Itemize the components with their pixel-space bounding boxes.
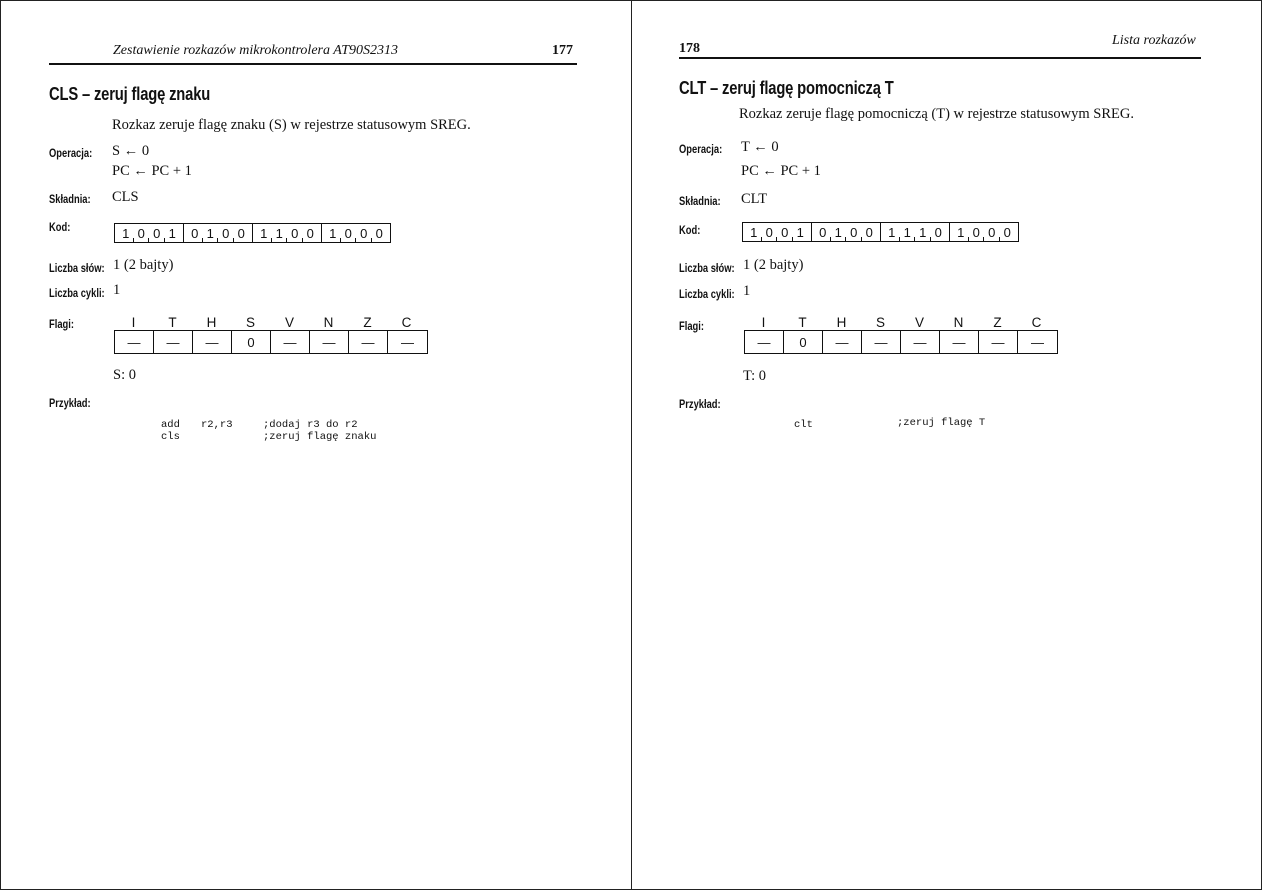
flag-name: S bbox=[875, 315, 885, 330]
example-label: Przykład: bbox=[679, 397, 721, 411]
flags-table bbox=[114, 330, 428, 354]
code-label: Kod: bbox=[49, 220, 71, 234]
words-value: 1 (2 bajty) bbox=[113, 257, 174, 273]
opcode-bit: 0 bbox=[969, 223, 985, 241]
opcode-bit: 1 bbox=[325, 224, 341, 242]
opcode-bit: 0 bbox=[815, 223, 831, 241]
opcode-bit: 0 bbox=[865, 225, 873, 240]
flag-name: S bbox=[245, 315, 255, 330]
running-title: Zestawienie rozkazów mikrokontrolera AT90S2313 bbox=[113, 43, 399, 58]
running-title: Lista rozkazów bbox=[1112, 33, 1196, 48]
opcode-bit: 1 bbox=[272, 224, 288, 242]
opcode-nibble bbox=[950, 223, 1018, 241]
flag-value: — bbox=[115, 331, 154, 353]
syntax-value: CLS bbox=[112, 189, 139, 205]
opcode-bit: 0 bbox=[777, 223, 793, 241]
flags-label: Flagi: bbox=[679, 319, 704, 333]
instruction-heading: CLT – zeruj flagę pomocniczą T bbox=[679, 78, 894, 98]
opcode-bit: 0 bbox=[237, 226, 245, 241]
opcode-nibble bbox=[881, 223, 950, 241]
flag-value: — bbox=[193, 331, 232, 353]
cycles-value: 1 bbox=[113, 282, 121, 298]
opcode-bit: 0 bbox=[934, 225, 942, 240]
operation-label: Operacja: bbox=[679, 142, 723, 156]
opcode-bit: 0 bbox=[762, 223, 778, 241]
opcode-bit: 0 bbox=[1003, 225, 1011, 240]
instruction-heading: CLS – zeruj flagę znaku bbox=[49, 84, 211, 104]
opcode-bit: 1 bbox=[118, 224, 134, 242]
words-value: 1 (2 bajty) bbox=[743, 257, 804, 273]
flag-name: H bbox=[836, 315, 847, 330]
opcode-bit: 1 bbox=[168, 226, 176, 241]
opcode-nibble bbox=[184, 224, 253, 242]
example-label: Przykład: bbox=[49, 396, 91, 410]
syntax-label: Składnia: bbox=[679, 194, 721, 208]
left-page bbox=[0, 0, 632, 890]
opcode-bit: 0 bbox=[846, 223, 862, 241]
flag-value: — bbox=[979, 331, 1018, 353]
cycles-label: Liczba cykli: bbox=[49, 286, 105, 300]
opcode-bit: 1 bbox=[203, 224, 219, 242]
flag-value: — bbox=[1031, 334, 1044, 350]
flag-name: N bbox=[323, 315, 334, 330]
example-comment: ;zeruj flagę T bbox=[897, 417, 986, 429]
opcode-bit: 1 bbox=[746, 223, 762, 241]
flag-value: — bbox=[271, 331, 310, 353]
opcode-bit: 1 bbox=[915, 223, 931, 241]
flag-value: — bbox=[154, 331, 193, 353]
operation-line: PC ← PC + 1 bbox=[112, 163, 192, 179]
opcode-nibble bbox=[743, 223, 812, 241]
opcode-bit: 0 bbox=[134, 224, 150, 242]
flag-value: — bbox=[745, 331, 784, 353]
flag-name: V bbox=[914, 315, 924, 330]
example-operands: r2,r3 bbox=[201, 419, 233, 431]
example-comment: ;dodaj r3 do r2 bbox=[263, 419, 358, 431]
flag-value: — bbox=[862, 331, 901, 353]
page-number: 178 bbox=[679, 41, 700, 56]
opcode-bit: 0 bbox=[341, 224, 357, 242]
example-comment: ;zeruj flagę znaku bbox=[263, 431, 377, 443]
words-label: Liczba słów: bbox=[49, 261, 105, 275]
operation-label: Operacja: bbox=[49, 146, 93, 160]
flag-value: — bbox=[349, 331, 388, 353]
flag-value: 0 bbox=[784, 331, 823, 353]
flag-names bbox=[114, 315, 426, 330]
opcode-bit: 0 bbox=[984, 223, 1000, 241]
flag-name: Z bbox=[993, 315, 1002, 330]
flag-value: — bbox=[401, 334, 414, 350]
flag-name: T bbox=[168, 315, 177, 330]
opcode-box bbox=[742, 222, 1019, 242]
flag-value: 0 bbox=[232, 331, 271, 353]
cycles-label: Liczba cykli: bbox=[679, 287, 735, 301]
opcode-bit: 1 bbox=[900, 223, 916, 241]
example-mnemonic: add bbox=[161, 419, 180, 431]
syntax-label: Składnia: bbox=[49, 192, 91, 206]
instruction-description: Rozkaz zeruje flagę znaku (S) w rejestrze statusowym SREG. bbox=[112, 117, 471, 133]
flag-value: — bbox=[940, 331, 979, 353]
operation-line: PC ← PC + 1 bbox=[741, 163, 821, 179]
example-mnemonic: clt bbox=[794, 419, 813, 431]
flags-table bbox=[744, 330, 1058, 354]
opcode-bit: 0 bbox=[187, 224, 203, 242]
cycles-value: 1 bbox=[743, 283, 751, 299]
right-page bbox=[631, 0, 1262, 890]
code-label: Kod: bbox=[679, 223, 701, 237]
header-rule bbox=[679, 57, 1201, 59]
flag-name: I bbox=[761, 315, 766, 330]
page-number: 177 bbox=[552, 43, 573, 58]
opcode-bit: 0 bbox=[356, 224, 372, 242]
words-label: Liczba słów: bbox=[679, 261, 735, 275]
header-rule bbox=[49, 63, 577, 65]
flag-value: — bbox=[901, 331, 940, 353]
opcode-nibble bbox=[322, 224, 390, 242]
flag-name: Z bbox=[363, 315, 372, 330]
opcode-bit: 0 bbox=[375, 226, 383, 241]
opcode-nibble bbox=[812, 223, 881, 241]
opcode-bit: 1 bbox=[831, 223, 847, 241]
flag-value: — bbox=[310, 331, 349, 353]
flag-note: S: 0 bbox=[113, 367, 136, 383]
operation-line: S ← 0 bbox=[112, 143, 150, 159]
flag-name: C bbox=[401, 315, 412, 330]
opcode-bit: 1 bbox=[953, 223, 969, 241]
opcode-bit: 0 bbox=[287, 224, 303, 242]
flag-name: I bbox=[131, 315, 136, 330]
flag-name: T bbox=[798, 315, 807, 330]
opcode-nibble bbox=[115, 224, 184, 242]
syntax-value: CLT bbox=[741, 191, 768, 207]
opcode-bit: 0 bbox=[149, 224, 165, 242]
opcode-bit: 1 bbox=[256, 224, 272, 242]
example-mnemonic: cls bbox=[161, 431, 180, 443]
opcode-nibble bbox=[253, 224, 322, 242]
instruction-description: Rozkaz zeruje flagę pomocniczą (T) w rejestrze statusowym SREG. bbox=[739, 106, 1134, 122]
flag-note: T: 0 bbox=[743, 368, 767, 384]
flag-name: N bbox=[953, 315, 964, 330]
flag-name: C bbox=[1031, 315, 1042, 330]
opcode-bit: 0 bbox=[218, 224, 234, 242]
opcode-bit: 1 bbox=[796, 225, 804, 240]
flag-names bbox=[744, 315, 1056, 330]
opcode-box bbox=[114, 223, 391, 243]
flag-name: V bbox=[284, 315, 294, 330]
opcode-bit: 1 bbox=[884, 223, 900, 241]
operation-line: T ← 0 bbox=[741, 139, 779, 155]
flags-label: Flagi: bbox=[49, 317, 74, 331]
opcode-bit: 0 bbox=[306, 226, 314, 241]
flag-value: — bbox=[823, 331, 862, 353]
flag-name: H bbox=[206, 315, 217, 330]
